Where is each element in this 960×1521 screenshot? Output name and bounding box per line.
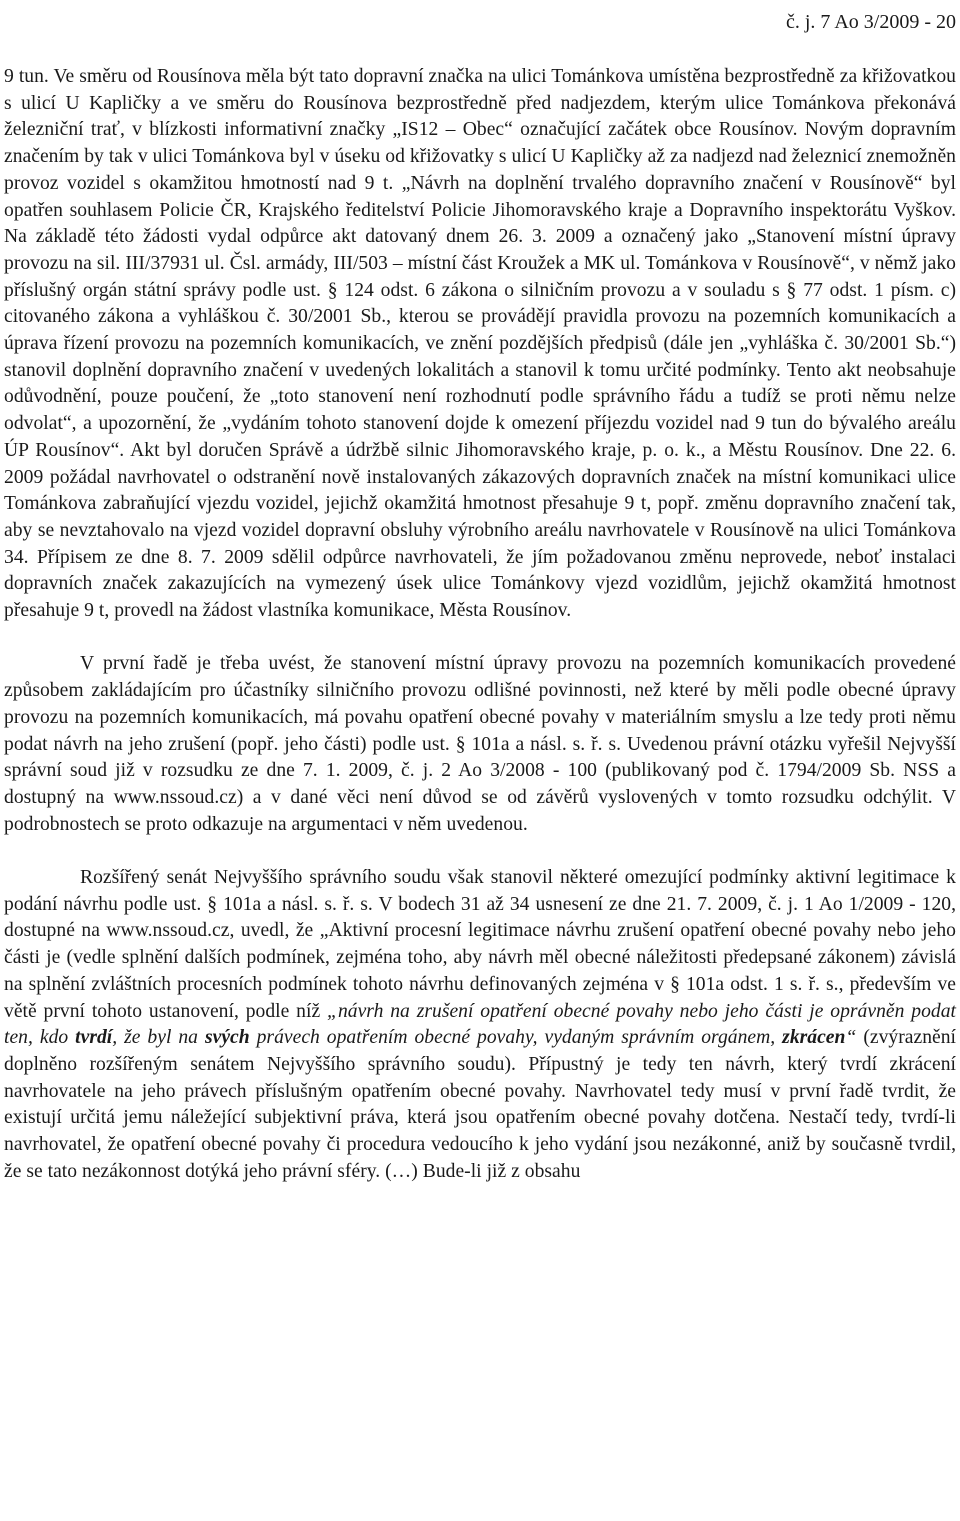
document-page (4, 0, 956, 1212)
paragraph-legal-nature: V první řadě je třeba uvést, že stanovení místní úpravy provozu na pozemních komunikacích provedené způsobem zakládajícím pro účastníky silničního provozu odlišné povinnosti, než které by měli podle obecné úpravy provozu na pozemních komunikacích, má povahu opatření obecné povahy v materiálním smyslu a lze tedy proti němu podat návrh na jeho zrušení (popř. jeho části) podle ust. § 101a a násl. s. ř. s. Uvedenou právní otázku vyřešil Nejvyšší správní soud již v rozsudku ze dne 7. 1. 2009, č. j. 2 Ao 3/2008 - 100 (publikovaný pod č. 1794/2009 Sb. NSS a dostupný na www.nssoud.cz) a v dané věci není důvod se od závěrů vyslovených v tomto rozsudku odchýlit. V podrobnostech se proto odkazuje na argumentaci v něm uvedenou. (4, 653, 956, 835)
emphasis-zkracen: zkrácen (782, 1027, 846, 1049)
paragraph-facts: 9 tun. Ve směru od Rousínova měla být tato dopravní značka na ulici Tománkova umístěna bezprostředně za křižovatkou s ulicí U Kapličky a ve směru do Rousínova bezprostředně před nadjezdem, kterým ulice Tománkova překonává železniční trať, v blízkosti informativní značky „IS12 – Obec“ označující začátek obce Rousínov. Novým dopravním značením by tak v ulici Tománkova byl v úseku od křižovatky s ulicí U Kapličky až za nadjezd nad železnicí znemožněn provoz vozidel s okamžitou hmotností nad 9 t. „Návrh na doplnění trvalého dopravního značení v Rousínově“ byl opatřen souhlasem Policie ČR, Krajského ředitelství Policie Jihomoravského kraje a Dopravního inspektorátu Vyškov. Na základě této žádosti vydal odpůrce akt datovaný dnem 26. 3. 2009 a označený jako „Stanovení místní úpravy provozu na sil. III/37931 ul. Čsl. armády, III/503 – místní část Kroužek a MK ul. Tománkova v Rousínově“, v němž jako příslušný orgán státní správy podle ust. § 124 odst. 6 zákona o silničním provozu a v souladu s § 77 odst. 1 písm. c) citovaného zákona a vyhláškou č. 30/2001 Sb., kterou se provádějí pravidla provozu na pozemních komunikacích a úprava řízení provozu na pozemních komunikacích, ve znění pozdějších předpisů (dále jen „vyhláška č. 30/2001 Sb.“) stanovil doplnění dopravního značení v uvedených lokalitách a stanovil k tomu určité podmínky. Tento akt neobsahuje odůvodnění, pouze poučení, že „toto stanovení není rozhodnutí podle správního řádu a tudíž se proti němu nelze odvolat“, a upozornění, že „vydáním tohoto stanovení dojde k omezení příjezdu vozidel nad 9 tun do bývalého areálu ÚP Rousínov“. Akt byl doručen Správě a údržbě silnic Jihomoravského kraje, p. o. k., a Městu Rousínov. Dne 22. 6. 2009 požádal navrhovatel o odstranění nově instalovaných zákazových dopravních značek na místní komunikaci ulice Tománkova zabraňující vjezdu vozidel, jejichž okamžitá hmotnost přesahuje 9 t, popř. změnu dopravního značení tak, aby se nevztahovalo na vjezd vozidel dopravní obsluhy výrobního areálu navrhovatele v Rousínově na ulici Tománkova 34. Přípisem ze dne 8. 7. 2009 sdělil odpůrce navrhovateli, že jím požadovanou změnu neprovede, neboť instalaci dopravních značek zakazujících na vymezený úsek ulice Tománkovy vjezd vozidlům, jejichž okamžitá hmotnost přesahuje 9 t, provedl na žádost vlastníka komunikace, Města Rousínov. (4, 66, 956, 622)
statute-quote-part-2: , že byl na (112, 1027, 205, 1049)
emphasis-tvrdi: tvrdí (75, 1027, 113, 1049)
paragraph-standing (4, 865, 956, 1185)
statute-quote-close: “ (845, 1027, 857, 1049)
standing-text-continuation: (zvýraznění doplněno rozšířeným senátem Nejvyššího správního soudu). Přípustný je tedy ten návrh, který tvrdí zkrácení navrhovatele na jeho právech příslušným opatřením obecné povahy. Navrhovatel tedy musí v první řadě tvrdit, že existují určitá jemu náležející subjektivní práva, která jsou opatřením obecné povahy dotčena. Nestačí tedy, tvrdí-li navrhovatel, že opatření obecné povahy či procedura vedoucího k jeho vydání jsou nezákonné, aniž by současně tvrdil, že se tato nezákonnost dotýká jeho právní sféry. (…) Bude-li již z obsahu (4, 1027, 957, 1182)
case-number-header: č. j. 7 Ao 3/2009 - 20 (786, 11, 956, 33)
statute-quote-part-1: „návrh na zrušení opatření obecné povahy nebo jeho části je oprávněn podat ten, kdo (4, 1000, 957, 1049)
emphasis-svych: svých (204, 1027, 250, 1049)
statute-quote-part-3: právech opatřením obecné povahy, vydaným správním orgánem, (249, 1027, 783, 1049)
standing-text-intro: Rozšířený senát Nejvyššího správního soudu však stanovil některé omezující podmínky aktivní legitimace k podání návrhu podle ust. § 101a a násl. s. ř. s. V bodech 31 až 34 usnesení ze dne 21. 7. 2009, č. j. 1 Ao 1/2009 - 120, dostupné na www.nssoud.cz, uvedl, že „Aktivní procesní legitimace návrhu zrušení opatření obecné povahy nebo jeho části je (vedle splnění dalších podmínek, zejména toho, aby návrh měl obecné náležitosti předepsané zákonem) závislá na splnění zvláštních procesních podmínek tohoto návrhu definovaných zejména v § 101a odst. 1 s. ř. s., především ve větě první tohoto ustanovení, podle níž (4, 867, 956, 1022)
